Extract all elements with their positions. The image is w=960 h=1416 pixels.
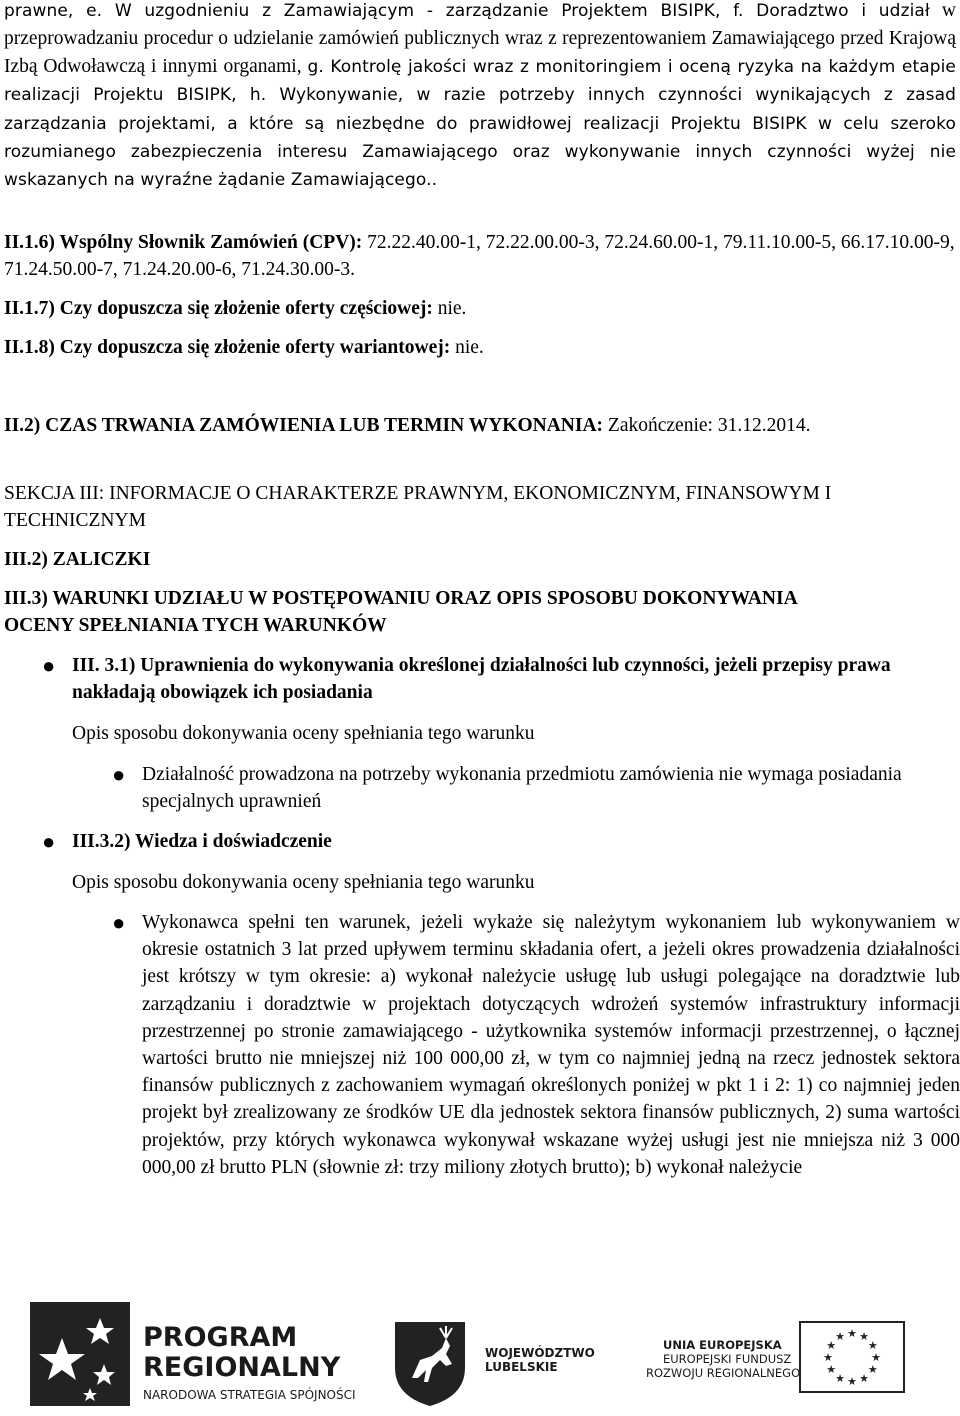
item2-sublist <box>112 909 960 1181</box>
eu-line2: EUROPEJSKI FUNDUSZ <box>663 1352 792 1366</box>
lubelskie-deer-crest <box>395 1322 465 1406</box>
assessment-heading-1: Opis sposobu dokonywania oceny spełniania tego warunku <box>72 723 535 744</box>
conditions-heading-text: III.3) WARUNKI UDZIAŁU W POSTĘPOWANIU ORAZ OPIS SPOSOBU DOKONYWANIA OCENY SPEŁNIANIA TYCH WARUNKÓW <box>4 588 797 636</box>
duration-line <box>4 412 904 439</box>
section3-title: SEKCJA III: INFORMACJE O CHARAKTERZE PRAWNYM, EKONOMICZNYM, FINANSOWYM I TECHNICZNYM <box>4 483 832 531</box>
voivodeship-line1: WOJEWÓDZTWO <box>485 1346 595 1360</box>
eu-star-icon: ★ <box>826 1340 837 1352</box>
list-item <box>112 909 960 1181</box>
bullet-dot: ● <box>112 910 126 935</box>
conditions-list <box>42 652 932 706</box>
eu-star-icon: ★ <box>847 1328 857 1340</box>
intro-text-b: w przeprowadzaniu procedur o udzielanie zamówień publicznych wraz z reprezentowaniem Zamawiającego przed Krajową Izbą Odwoławczą i innymi organami, <box>4 0 957 77</box>
footer-logos <box>0 1298 960 1410</box>
bullet-dot: ● <box>42 653 56 678</box>
advances-heading-text: III.2) ZALICZKI <box>4 549 151 570</box>
item1-text: Działalność prowadzona na potrzeby wykonania przedmiotu zamówienia nie wymaga posiadania specjalnych uprawnień <box>142 764 902 812</box>
program-line3: NARODOWA STRATEGIA SPÓJNOŚCI <box>143 1388 356 1402</box>
bullet-dot: ● <box>42 829 56 854</box>
intro-text-a: prawne, e. W uzgodnieniu z Zamawiającym - zarządzanie Projektem BISIPK, f. Doradztwo i udział <box>4 1 930 21</box>
footer-logo-strip <box>0 1298 960 1410</box>
eu-line1: UNIA EUROPEJSKA <box>663 1338 782 1352</box>
item2-text: Wykonawca spełni ten warunek, jeżeli wykaże się należytym wykonaniem lub wykonywaniem w okresie ostatnich 3 lat przed upływem terminu składania ofert, a jeżeli okres prowadzenia działalności jest krótszy w tym okresie: a) wykonał należycie usługę lub usługi polegające na doradztwie lub zarządzaniu i doradztwie w projektach dotyczących wdrożeń systemów infrastruktury informacji przestrzennej po stronie zamawiającego - użytkownika systemów informacji przestrzennej, o łącznej wartości brutto nie mniejszej niż 100 000,00 zł, w tym co najmniej jedną na rzecz jednostek sektora finansów publicznych z zachowaniem wymagań określonych poniżej w pkt 1 i 2: 1) co najmniej jeden projekt był zrealizowany ze środków UE dla jednostek sektora finansów publicznych, 2) suma wartości projektów, przy których wykonawca wykonywał wskazane wyżej usługi jest nie mniejsza niż 3 000 000,00 zł brutto PLN (słownie zł: trzy miliony złotych brutto); b) wykonał należycie <box>142 912 960 1178</box>
conditions-heading <box>4 585 824 639</box>
item1-title: III. 3.1) Uprawnienia do wykonywania określonej działalności lub czynności, jeżeli przepisy prawa nakładają obowiązek ich posiadania <box>72 655 891 703</box>
eu-star-icon: ★ <box>823 1352 833 1364</box>
eu-star-icon: ★ <box>847 1376 857 1388</box>
item1-sublist <box>112 761 902 815</box>
variant-offer-line <box>4 334 484 361</box>
list-item <box>42 828 332 855</box>
eu-star-icon: ★ <box>826 1364 837 1376</box>
duration-label: II.2) CZAS TRWANIA ZAMÓWIENIA LUB TERMIN WYKONANIA: <box>4 415 604 436</box>
eu-star-icon: ★ <box>871 1352 881 1364</box>
list-item <box>112 761 902 815</box>
eu-star-icon: ★ <box>835 1331 845 1344</box>
eu-line3: ROZWOJU REGIONALNEGO <box>646 1366 801 1380</box>
item2-title: III.3.2) Wiedza i doświadczenie <box>72 831 332 852</box>
program-line2: REGIONALNY <box>143 1352 341 1383</box>
variant-offer-value: nie. <box>450 337 484 358</box>
cpv-line <box>4 229 956 283</box>
intro-paragraph <box>4 0 956 195</box>
partial-offer-label: II.1.7) Czy dopuszcza się złożenie oferty częściowej: <box>4 298 433 319</box>
program-line1: PROGRAM <box>143 1322 298 1353</box>
eu-stars-flag <box>800 1322 904 1392</box>
voivodeship-line2: LUBELSKIE <box>485 1360 558 1374</box>
partial-offer-value: nie. <box>432 298 467 319</box>
eu-star-icon: ★ <box>835 1372 845 1385</box>
assessment-heading-2: Opis sposobu dokonywania oceny spełniania tego warunku <box>72 872 535 893</box>
item1-title-para <box>72 652 932 706</box>
bullet-dot: ● <box>112 762 126 787</box>
eu-star-icon: ★ <box>859 1372 869 1385</box>
conditions-list-2 <box>42 828 332 855</box>
cpv-value: 72.22.40.00-1, 72.22.00.00-3, 72.24.60.00-1, 79.11.10.00-5, 66.17.10.00-9, 71.24.50.00-7, 71.24.20.00-6, 71.24.30.00-3. <box>4 232 955 280</box>
program-regionalny-stars-logo <box>30 1302 130 1406</box>
item2-title-para <box>72 828 332 855</box>
cpv-label: II.1.6) Wspólny Słownik Zamówień (CPV): <box>4 232 363 253</box>
variant-offer-label: II.1.8) Czy dopuszcza się złożenie oferty wariantowej: <box>4 337 451 358</box>
list-item <box>42 652 932 706</box>
intro-text-c: g. Kontrolę jakości wraz z monitoringiem i oceną ryzyka na każdym etapie realizacji Projektu BISIPK, h. Wykonywanie, w razie potrzeby innych czynności wynikających z zasad zarządzania projektami, a które są niezbędne do prawidłowej realizacji Projektu BISIPK w celu szeroko rozumianego zabezpieczenia interesu Zamawiającego oraz wykonywanie innych czynności wyżej nie wskazanych na wyraźne żądanie Zamawiającego.. <box>4 56 956 191</box>
partial-offer-line <box>4 295 466 322</box>
eu-star-icon: ★ <box>859 1331 869 1344</box>
eu-star-icon: ★ <box>867 1364 878 1376</box>
advances-heading <box>4 546 150 573</box>
eu-star-icon: ★ <box>867 1340 878 1352</box>
duration-value: Zakończenie: 31.12.2014. <box>603 415 811 436</box>
